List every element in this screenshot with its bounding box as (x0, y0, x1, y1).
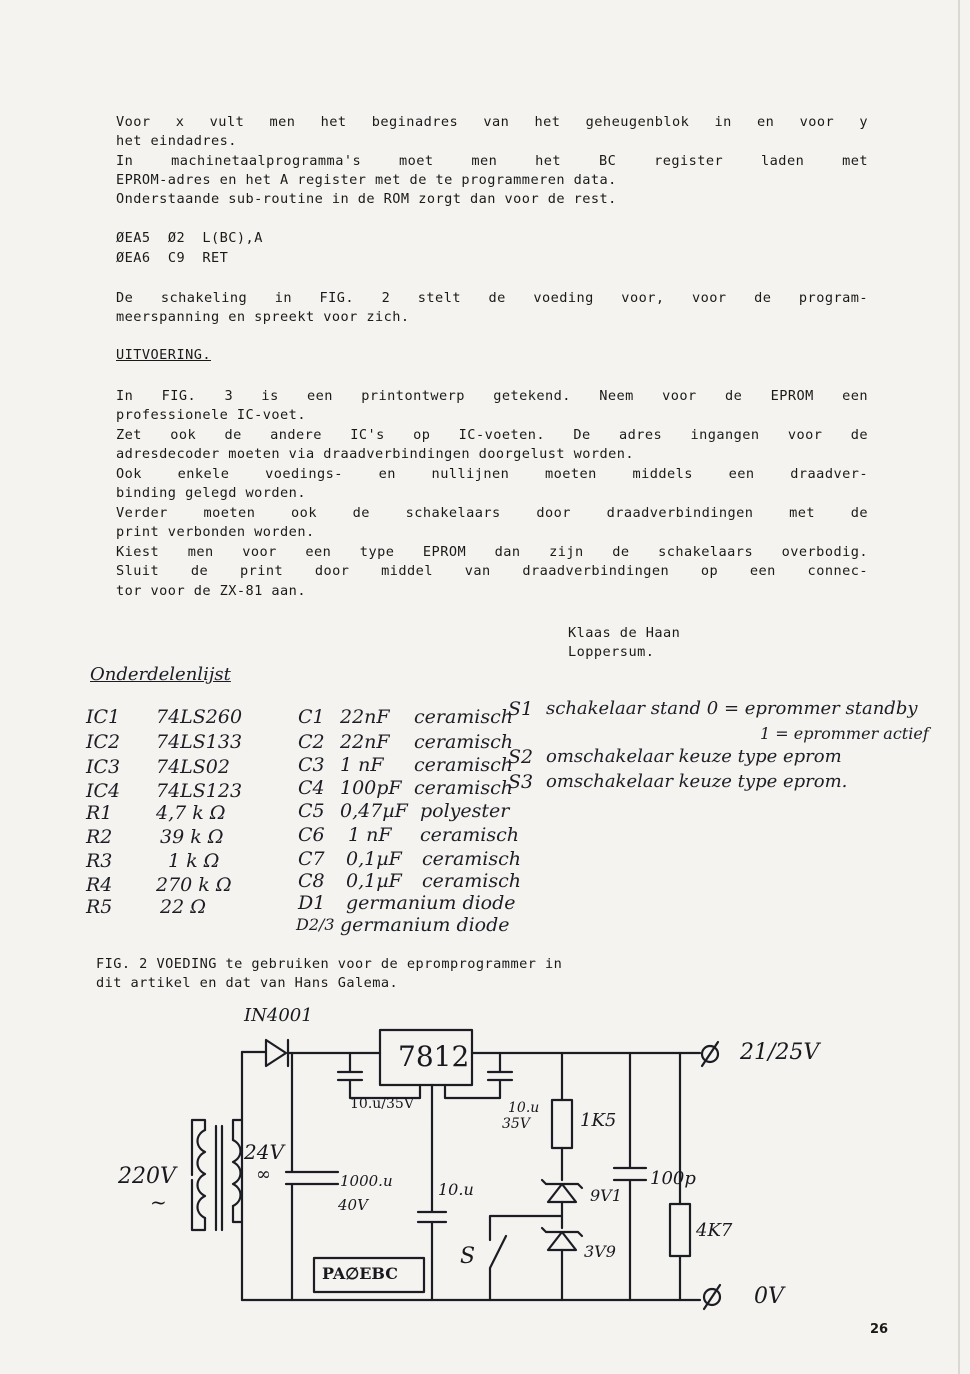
part-value: 270 k Ω (156, 874, 232, 896)
switch-symbol (490, 1216, 562, 1300)
part-ref: R4 (86, 874, 113, 896)
code-mnemonic: RET (202, 250, 229, 266)
switch-desc: omschakelaar keuze type eprom (546, 746, 842, 767)
part-value: 22nF (340, 731, 390, 753)
intro-line: Voor x vult men het beginadres van het geheugenblok in en voor y (116, 114, 868, 130)
part-type: germanium diode (346, 892, 516, 914)
zener-3v9-label: 3V9 (584, 1242, 616, 1261)
part-value: 74LS123 (156, 780, 243, 802)
part-ref: C6 (298, 824, 325, 846)
author-name: Klaas de Haan (568, 625, 681, 641)
caption-line: FIG. 2 VOEDING te gebruiken voor de epromprogrammer in (96, 956, 563, 972)
part-value: 74LS260 (156, 706, 243, 728)
part-type: polyester (420, 800, 510, 822)
regulator-label: 7812 (398, 1040, 470, 1073)
mid-cap-symbol (418, 1120, 446, 1300)
part-ref: IC3 (86, 756, 121, 778)
part-value: 0,1µF (346, 870, 402, 892)
transformer-primary (198, 1130, 206, 1218)
part-type: ceramisch (422, 848, 522, 870)
part-ref: R2 (86, 826, 113, 848)
uitvoering-line: tor voor de ZX-81 aan. (116, 583, 306, 599)
cap-100p-label: 100p (650, 1168, 696, 1189)
switch-ref: S3 (508, 771, 534, 793)
part-ref: C5 (298, 800, 325, 822)
part-ref: IC2 (86, 731, 121, 753)
part-ref: R3 (86, 850, 113, 872)
part-value: 1 nF (340, 754, 384, 776)
resistor-1k5-label: 1K5 (580, 1110, 617, 1131)
switch-ref: S2 (508, 746, 534, 768)
zener-9v1-label: 9V1 (590, 1186, 622, 1205)
part-type: ceramisch (422, 870, 522, 892)
output-voltage-label: 21/25V (740, 1040, 820, 1065)
part-value: 1 nF (348, 824, 392, 846)
in-cap-label: 10.u/35V (350, 1096, 414, 1112)
part-value: 39 k Ω (160, 826, 224, 848)
intro-line: Onderstaande sub-routine in de ROM zorgt dan voor de rest. (116, 191, 617, 207)
zener-3v9 (542, 1228, 582, 1250)
page-number: 26 (870, 1322, 889, 1337)
part-value: 22 Ω (160, 896, 206, 918)
resistor-4k7 (670, 1204, 690, 1256)
part-value: 74LS133 (156, 731, 243, 753)
part-ref: C4 (298, 777, 325, 799)
uitvoering-line: Zet ook de andere IC's op IC-voeten. De adres ingangen voor de (116, 427, 868, 443)
intro-line: EPROM-adres en het A register met de te programmeren data. (116, 172, 617, 188)
part-type: germanium diode (340, 914, 510, 936)
cap-100p-wire (614, 1053, 646, 1300)
uitvoering-line: binding gelegd worden. (116, 485, 306, 501)
diode-label: IN4001 (244, 1005, 313, 1026)
part-type: ceramisch (414, 706, 514, 728)
diode-symbol (266, 1040, 288, 1066)
power-note-line: meerspanning en spreekt voor zich. (116, 309, 410, 325)
part-type: ceramisch (420, 824, 520, 846)
switch-ref: S1 (508, 698, 534, 720)
uitvoering-line: adresdecoder moeten via draadverbindingen doorgelust worden. (116, 446, 635, 462)
transformer-core (216, 1126, 222, 1230)
resistor-4k7-label: 4K7 (696, 1220, 733, 1241)
part-value: 22nF (340, 706, 390, 728)
part-ref: C1 (298, 706, 325, 728)
secondary-ac-label: ∞ (256, 1164, 271, 1185)
big-cap-label: 1000.u (340, 1172, 393, 1190)
uitvoering-line: print verbonden worden. (116, 524, 315, 540)
part-ref: C2 (298, 731, 325, 753)
switch-desc: 1 = eprommer actief (760, 724, 929, 743)
switch-label: S (460, 1244, 476, 1269)
uitvoering-line: Ook enkele voedings- en nullijnen moeten middels een draadver- (116, 466, 868, 482)
out-cap-label: 35V (502, 1116, 530, 1132)
out-cap-label: 10.u (508, 1100, 540, 1116)
uitvoering-line: In FIG. 3 is een printontwerp getekend. Neem voor de EPROM een (116, 388, 868, 404)
code-addr: ØEA6 (116, 250, 151, 266)
switch-desc: schakelaar stand 0 = eprommer standby (546, 698, 918, 719)
secondary-label: 24V (244, 1140, 284, 1164)
uitvoering-line: Sluit de print door middel van draadverbindingen op een connec- (116, 563, 868, 579)
intro-line: het eindadres. (116, 133, 237, 149)
section-heading: UITVOERING. (116, 347, 211, 363)
part-value: 0,47µF (340, 800, 408, 822)
code-addr: ØEA5 (116, 230, 151, 246)
transformer-secondary (233, 1140, 241, 1206)
part-value: 1 k Ω (168, 850, 220, 872)
mains-label: 220V (118, 1164, 176, 1189)
part-type: ceramisch (414, 754, 514, 776)
parts-title: Onderdelenlijst (90, 664, 231, 685)
mid-cap-label: 10.u (438, 1180, 474, 1199)
part-ref: IC4 (86, 780, 121, 802)
code-hex: Ø2 (167, 230, 186, 246)
part-ref: C8 (298, 870, 325, 892)
pcb-stamp-label: PA∅EBC (322, 1264, 398, 1283)
big-cap-label: 40V (338, 1196, 368, 1214)
part-value: 0,1µF (346, 848, 402, 870)
part-ref: C7 (298, 848, 325, 870)
part-value: 100pF (340, 777, 402, 799)
ground-voltage-label: 0V (754, 1284, 784, 1309)
part-value: 74LS02 (156, 756, 230, 778)
part-ref: C3 (298, 754, 325, 776)
code-mnemonic: L(BC),A (202, 230, 263, 246)
part-ref: IC1 (86, 706, 121, 728)
switch-desc: omschakelaar keuze type eprom. (546, 771, 848, 792)
resistor-1k5 (552, 1100, 572, 1148)
part-ref: R5 (86, 896, 113, 918)
power-note-line: De schakeling in FIG. 2 stelt de voeding voor, voor de program- (116, 290, 868, 306)
big-cap-symbol (286, 1053, 338, 1300)
zener-9v1 (542, 1180, 582, 1202)
part-ref: D2/3 (296, 915, 335, 934)
code-hex: C9 (167, 250, 186, 266)
part-value: 4,7 k Ω (156, 802, 226, 824)
caption-line: dit artikel en dat van Hans Galema. (96, 975, 399, 991)
uitvoering-line: Verder moeten ook de schakelaars door draadverbindingen met de (116, 505, 868, 521)
intro-line: In machinetaalprogramma's moet men het BC register laden met (116, 153, 868, 169)
part-ref: D1 (298, 892, 326, 914)
part-type: ceramisch (414, 777, 514, 799)
uitvoering-line: Kiest men voor een type EPROM dan zijn de schakelaars overbodig. (116, 544, 868, 560)
uitvoering-line: professionele IC-voet. (116, 407, 306, 423)
part-type: ceramisch (414, 731, 514, 753)
part-ref: R1 (86, 802, 113, 824)
author-place: Loppersum. (568, 644, 655, 660)
mains-ac-label: ~ (150, 1190, 167, 1214)
